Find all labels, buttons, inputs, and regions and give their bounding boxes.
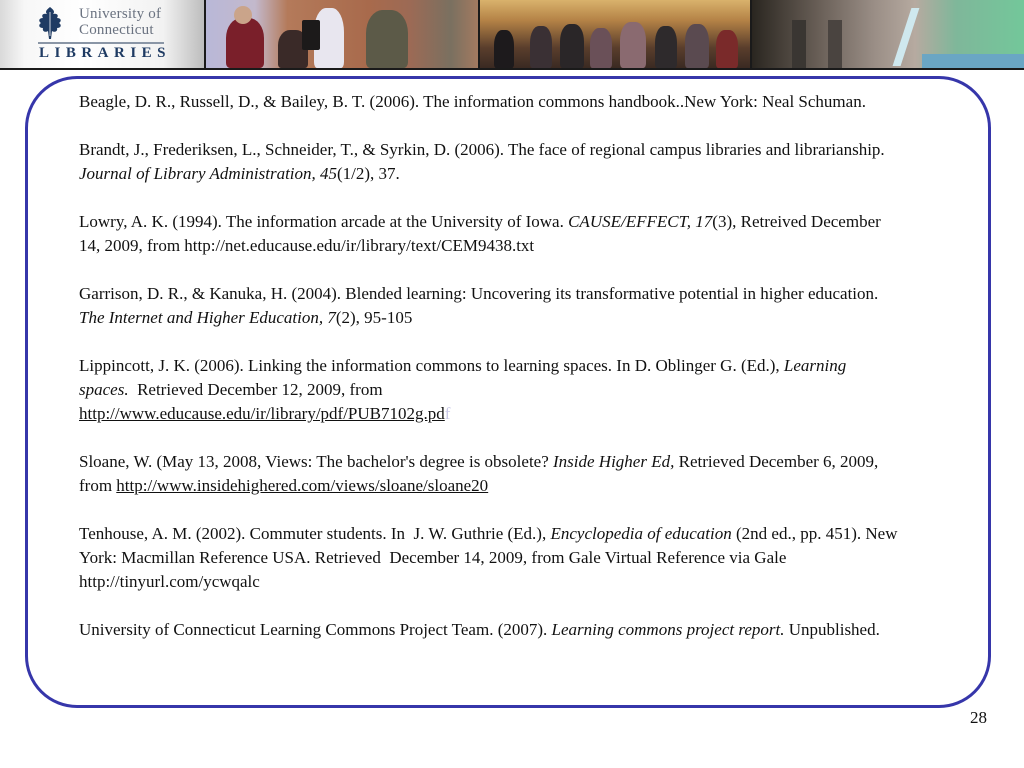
reference-tenhouse xyxy=(79,522,902,594)
reference-brandt xyxy=(79,138,899,186)
logo-divider xyxy=(38,42,164,44)
reference-text: (3), Retreived December 14, 2009, from http://net.educause.edu/ir/library/text/CEM9438.txt xyxy=(79,212,881,255)
header-banner xyxy=(0,0,1024,70)
reference-text: University of Connecticut Learning Commons Project Team. (2007). xyxy=(79,620,552,639)
journal-title: Journal of Library Administration, 45 xyxy=(79,164,338,183)
students-outdoor-photo xyxy=(206,0,480,68)
uconn-libraries-logo[interactable] xyxy=(0,0,206,68)
reference-text: Beagle, D. R., Russell, D., & Bailey, B. T. (2006). The information commons handbook..New York: Neal Schuman. xyxy=(79,92,866,111)
reference-lippincott xyxy=(79,354,899,426)
logo-libraries-text: LIBRARIES xyxy=(39,45,172,61)
oak-leaf-icon xyxy=(36,6,64,40)
reference-lowry xyxy=(79,210,899,258)
reference-text: Retrieved December 12, 2009, from xyxy=(128,380,387,399)
reference-text: Lippincott, J. K. (2006). Linking the information commons to learning spaces. In D. Oblinger G. (Ed.), xyxy=(79,356,784,375)
reference-sloane xyxy=(79,450,899,498)
journal-title: Inside Higher Ed, xyxy=(553,452,675,471)
logo-line-1: University of xyxy=(79,6,162,22)
book-title: Learning spaces. xyxy=(79,356,847,399)
reference-garrison xyxy=(79,282,899,330)
campus-building-photo xyxy=(752,0,1024,68)
journal-title: CAUSE/EFFECT, 17 xyxy=(568,212,713,231)
reference-uconn-team xyxy=(79,618,899,642)
page-number: 28 xyxy=(970,708,987,727)
logo-university-text xyxy=(79,6,161,38)
journal-title: The Internet and Higher Education, 7 xyxy=(79,308,336,327)
reference-list xyxy=(79,90,902,642)
book-title: Encyclopedia of education xyxy=(550,524,732,543)
reference-text: Sloane, W. (May 13, 2008, Views: The bachelor's degree is obsolete? xyxy=(79,452,554,471)
reference-text: (2), 95-105 xyxy=(335,308,413,327)
reference-text: Unpublished. xyxy=(784,620,880,639)
reference-text: Retrieved December 6, 2009, from xyxy=(79,452,879,495)
reference-text: Tenhouse, A. M. (2002). Commuter students. In J. W. Guthrie (Ed.), xyxy=(79,524,551,543)
reference-text: Brandt, J., Frederiksen, L., Schneider, T., & Syrkin, D. (2006). The face of regional campus libraries and librarianship. xyxy=(79,140,885,159)
reference-text: Lowry, A. K. (1994). The information arcade at the University of Iowa. xyxy=(79,212,569,231)
reference-text: (2nd ed., pp. 451). New York: Macmillan Reference USA. Retrieved December 14, 2009, from Gale Virtual Reference via Gale http://tinyurl.com/ycwqalc xyxy=(79,524,902,591)
report-title: Learning commons project report. xyxy=(551,620,785,639)
link-remnant: f xyxy=(444,404,451,423)
insidehighered-link[interactable]: http://www.insidehighered.com/views/sloane/sloane20 xyxy=(116,476,489,495)
educause-link[interactable]: http://www.educause.edu/ir/library/pdf/PUB7102g.pd xyxy=(79,404,445,423)
reference-beagle xyxy=(79,90,899,114)
reference-text: (1/2), 37. xyxy=(337,164,400,183)
reference-text: Garrison, D. R., & Kanuka, H. (2004). Blended learning: Uncovering its transformative potential in higher education. xyxy=(79,284,879,303)
logo-line-2: Connecticut xyxy=(79,22,154,38)
students-hallway-photo xyxy=(480,0,752,68)
